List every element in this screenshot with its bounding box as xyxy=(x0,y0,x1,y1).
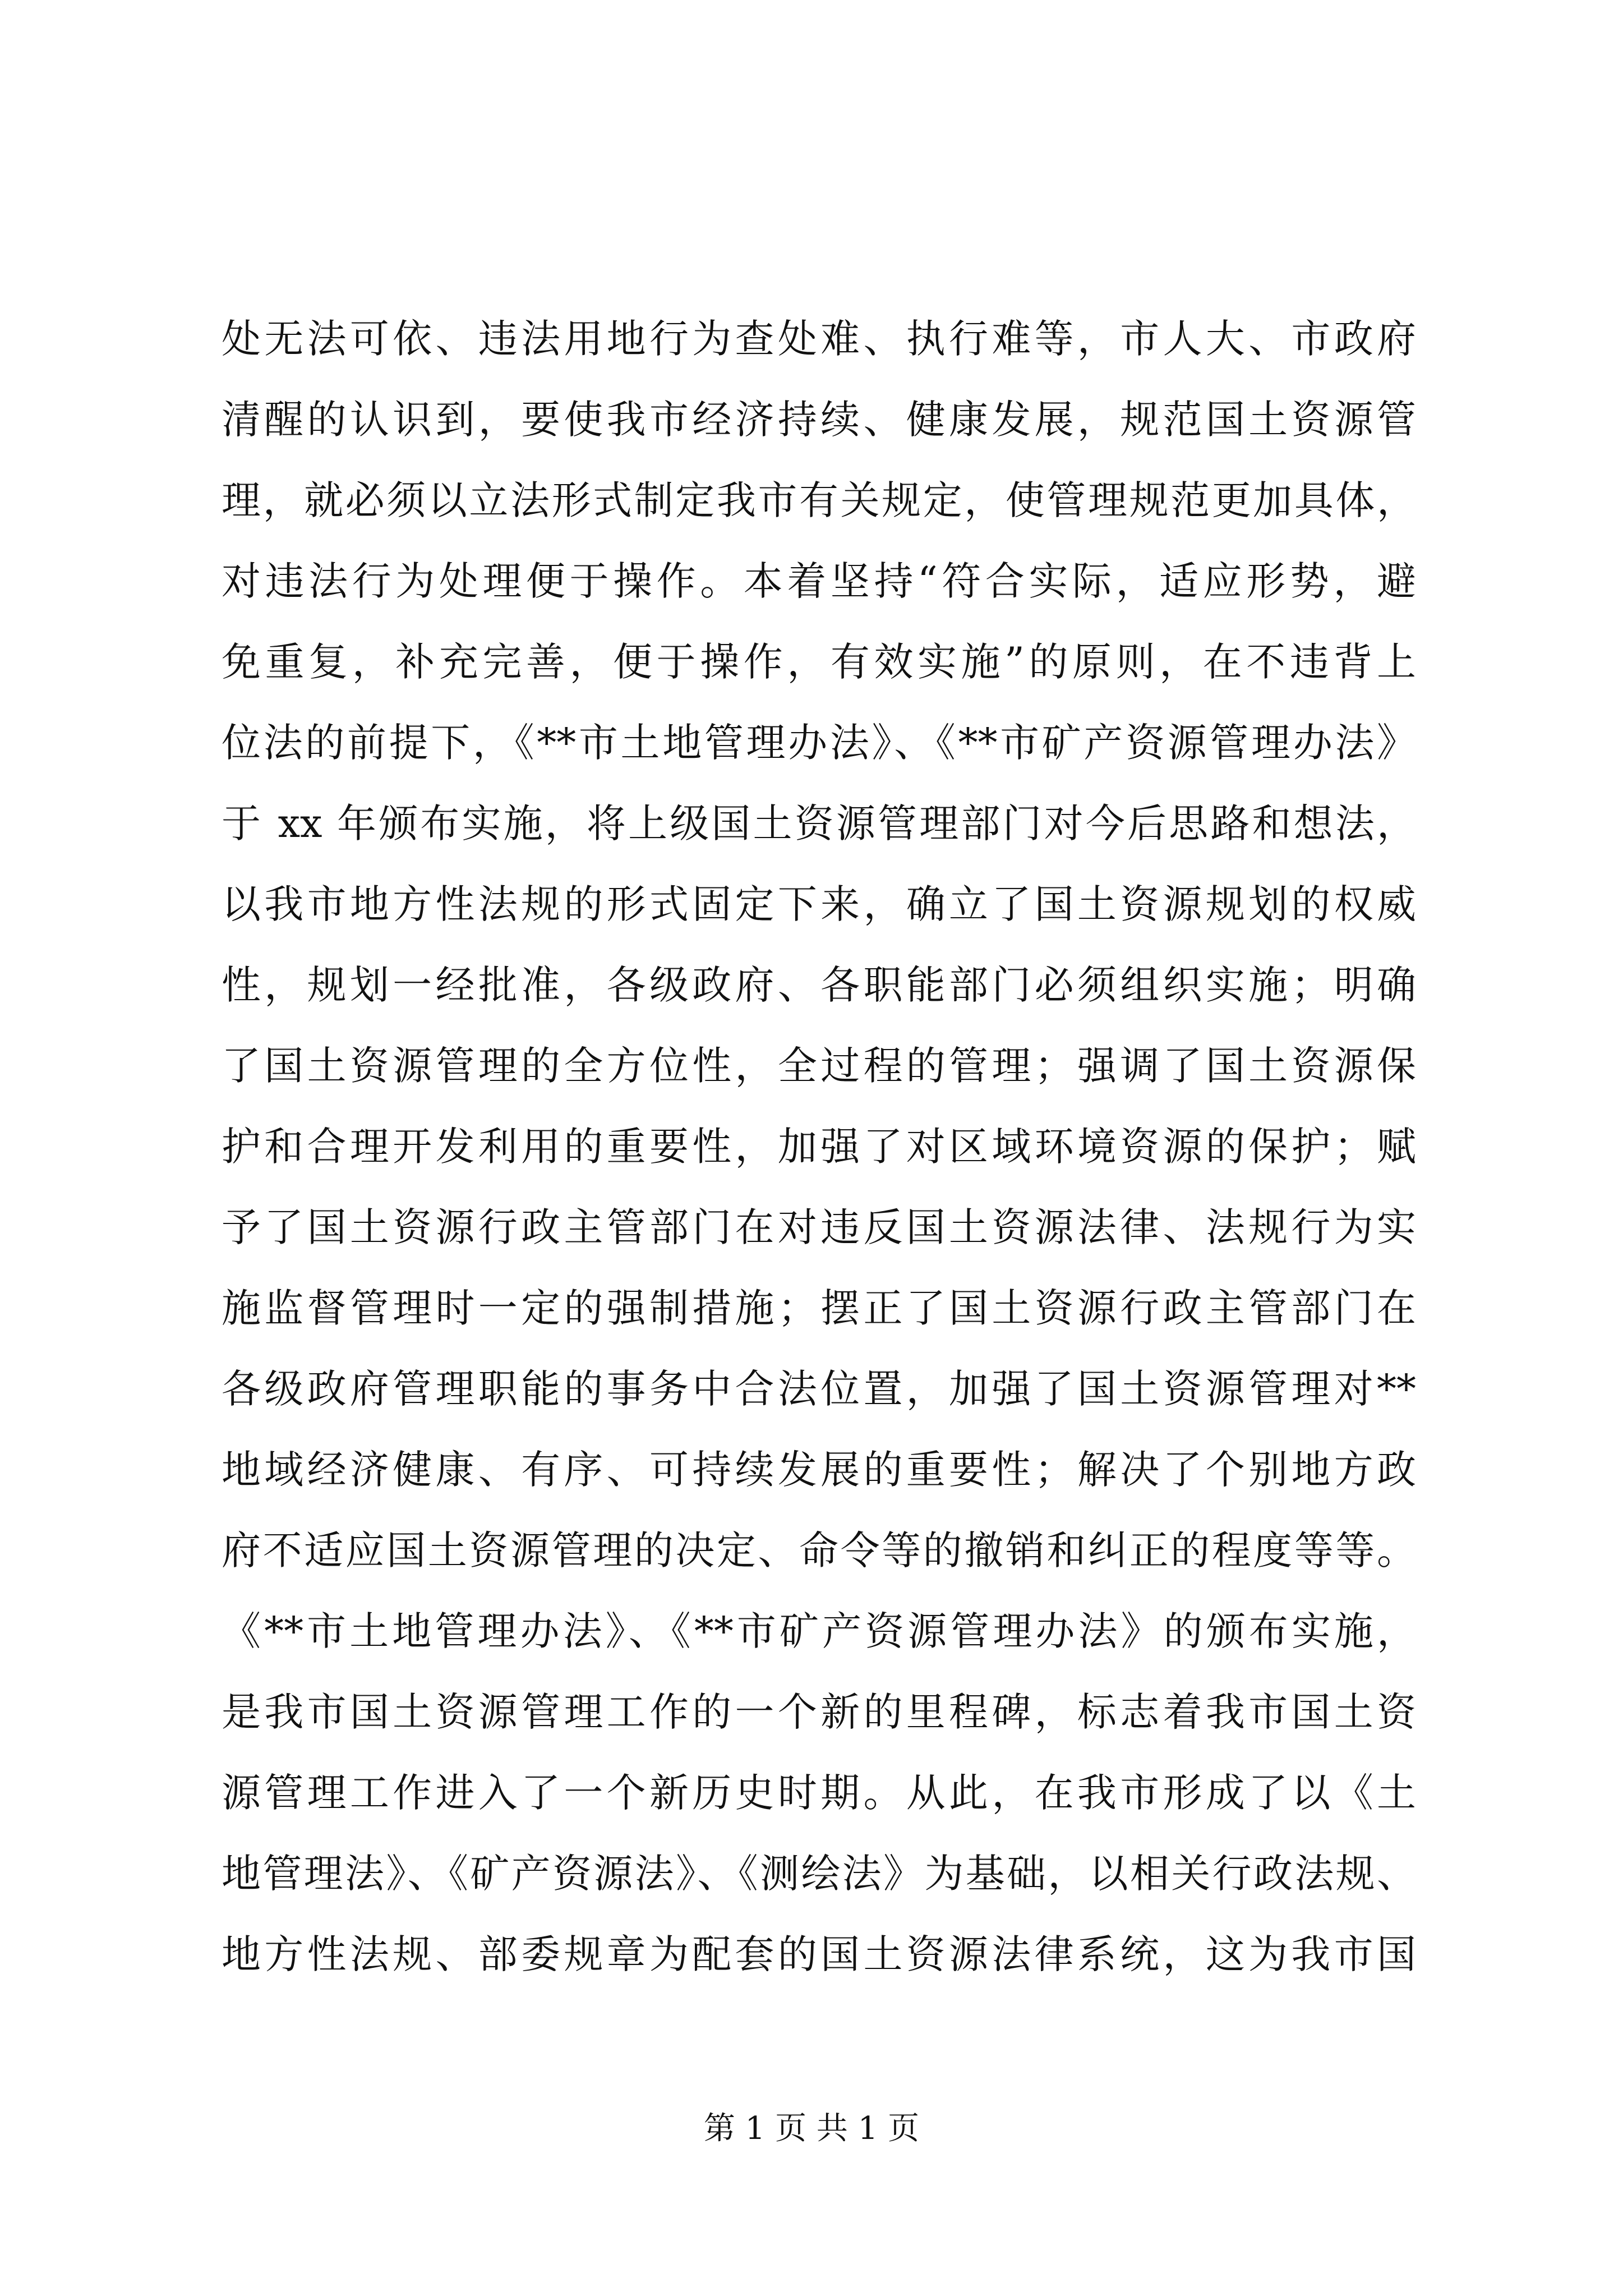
page-number-label: 第 1 页 共 1 页 xyxy=(703,2110,920,2147)
text-line: 了国土资源管理的全方位性，全过程的管理；强调了国土资源保 xyxy=(222,1043,1416,1089)
text-line: 免重复，补充完善，便于操作，有效实施”的原则，在不违背上 xyxy=(222,639,1416,685)
text-line: 性，规划一经批准，各级政府、各职能部门必须组织实施；明确 xyxy=(222,962,1416,1008)
text-line: 是我市国土资源管理工作的一个新的里程碑，标志着我市国土资 xyxy=(222,1689,1416,1735)
text-line: 于 xx 年颁布实施，将上级国土资源管理部门对今后思路和想法， xyxy=(222,800,1416,846)
text-line: 以我市地方性法规的形式固定下来，确立了国土资源规划的权威 xyxy=(222,881,1416,927)
text-line: 施监督管理时一定的强制措施；摆正了国土资源行政主管部门在 xyxy=(222,1285,1416,1331)
text-line: 各级政府管理职能的事务中合法位置，加强了国土资源管理对** xyxy=(222,1366,1416,1412)
text-line: 予了国土资源行政主管部门在对违反国土资源法律、法规行为实 xyxy=(222,1204,1416,1250)
text-line: 清醒的认识到，要使我市经济持续、健康发展，规范国土资源管 xyxy=(222,397,1416,443)
text-line: 地域经济健康、有序、可持续发展的重要性；解决了个别地方政 xyxy=(222,1447,1416,1493)
page-footer xyxy=(0,2106,1623,2151)
text-line: 处无法可依、违法用地行为查处难、执行难等，市人大、市政府 xyxy=(222,316,1416,362)
text-line: 理，就必须以立法形式制定我市有关规定，使管理规范更加具体， xyxy=(222,477,1416,523)
text-line: 源管理工作进入了一个新历史时期。从此，在我市形成了以《土 xyxy=(222,1770,1416,1816)
text-line: 护和合理开发利用的重要性，加强了对区域环境资源的保护；赋 xyxy=(222,1124,1416,1170)
text-line: 位法的前提下，《**市土地管理办法》、《**市矿产资源管理办法》 xyxy=(222,720,1416,766)
body-paragraph xyxy=(222,298,1416,1995)
text-line: 对违法行为处理便于操作。本着坚持“符合实际，适应形势，避 xyxy=(222,558,1416,604)
text-line: 地方性法规、部委规章为配套的国土资源法律系统，这为我市国 xyxy=(222,1931,1416,1977)
text-line: 地管理法》、《矿产资源法》、《测绘法》为基础，以相关行政法规、 xyxy=(222,1851,1416,1897)
text-line: 《**市土地管理办法》、《**市矿产资源管理办法》的颁布实施， xyxy=(222,1608,1416,1654)
text-line: 府不适应国土资源管理的决定、命令等的撤销和纠正的程度等等。 xyxy=(222,1527,1416,1573)
